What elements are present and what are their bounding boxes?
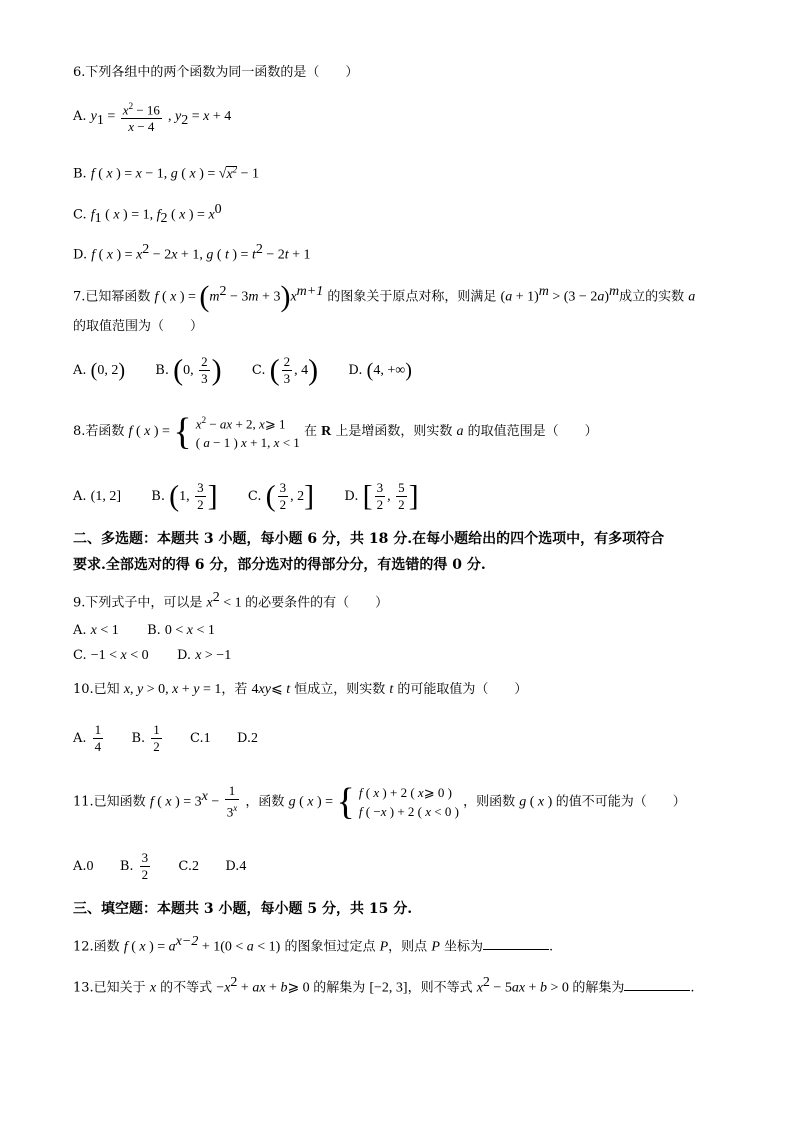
section3-title: 三、填空题：本题共 3 小题，每小题 5 分，共 15 分. <box>73 901 413 917</box>
q6-option-a: A. $y_1$ = $\frac{x^2 - 16}{x - 4}$ , $y_2 = x + 4$ <box>73 98 231 135</box>
q11-option-b: B. $\frac{3}{2}$ <box>119 850 149 882</box>
q10-option-a: A. $\frac{1}{4}$ <box>73 722 102 754</box>
q6-option-d: D. f ( x ) = $x^2 - 2x + 1$, g ( t ) = $t^2 - 2t + 1$ <box>73 242 311 263</box>
q13-stem: 13.已知关于 x 的不等式 $-x^2$ + ax + b⩾ 0 的解集为 [−2, 3]，则不等式 $x^2 - 5ax + b > 0$ 的解集为 . <box>73 975 695 996</box>
q8-stem: 8.若函数 f ( x ) = { $x^2$ − ax + 2, x⩾ 1 ( a − 1 ) x + 1, x < 1 在 R 上是增函数，则实数 a 的取值范围是（ ） <box>73 410 598 453</box>
q13-answer-blank[interactable] <box>624 978 690 991</box>
q10-stem: 10.已知 x, y > 0, x + y = 1，若 4xy⩽ t 恒成立，则实数 t 的可能取值为（ ） <box>73 682 528 697</box>
q8-option-c: C. ( $\frac{3}{2}$ , 2] <box>247 479 315 513</box>
q8-options <box>73 480 419 513</box>
q7-stem-line2: 的取值范围为（ ） <box>73 319 204 334</box>
q8-option-a: A. (1, 2] <box>73 489 121 504</box>
q6-option-b: B. f ( x ) = x − 1, g ( x ) = $√x^2 - 1$ <box>73 164 260 182</box>
q6-option-c: C. $f_1$ ( x ) = 1, $f_2$ ( x ) = $x^0$ <box>73 202 222 226</box>
q6-stem <box>73 64 358 82</box>
q10-option-c: C.1 <box>190 731 211 746</box>
q9-options-row1: A. x < 1 B. 0 < x < 1 <box>73 623 215 638</box>
q7-stem: 7.已知幂函数 f ( x ) = $(m^2 - 3m + 3)x^{m+1}$ 的图象关于原点对称，则满足 $(a + 1)^m > (3 - 2a)^m$成立的实数 a <box>73 279 696 313</box>
q7-option-d: D. (4, +∞) <box>348 359 412 382</box>
q11-option-d: D.4 <box>225 859 247 874</box>
q9-options-row2: C. −1 < x < 0 D. x > −1 <box>73 648 232 663</box>
q6-stem-text: 6.下列各组中的两个函数为同一函数的是（ ） <box>73 65 359 80</box>
q11-stem: 11.已知函数 f ( x ) = $3^x$ − $\frac{1}{3^x}$ ，函数 g ( x ) = { f ( x ) + 2 ( x⩾ 0 ) f ( −x ) + 2 ( x < 0 ) ，则函数 g ( x ) 的值不可能为（ ） <box>73 781 686 823</box>
q8-option-b: B. (1, $\frac{3}{2}$ ] <box>151 479 218 513</box>
q12-answer-blank[interactable] <box>483 937 549 950</box>
q11-option-a: A.0 <box>73 859 94 874</box>
q7-options <box>73 354 412 387</box>
q10-options <box>73 722 258 755</box>
q10-option-d: D.2 <box>236 731 259 746</box>
q7-option-b: B. (0, $\frac{2}{3}$ ) <box>155 353 222 387</box>
q7-option-a: A. (0, 2) <box>73 359 125 382</box>
q10-option-b: B. $\frac{1}{2}$ <box>131 722 160 754</box>
q11-option-c: C.2 <box>178 859 200 874</box>
q11-options <box>73 850 246 883</box>
section2-line2: 要求.全部选对的得 6 分，部分选对的得部分分，有选错的得 0 分. <box>73 557 486 573</box>
q8-option-d: D. [ $\frac{3}{2}$ , $\frac{5}{2}$ ] <box>344 479 419 513</box>
q7-option-c: C. ( $\frac{2}{3}$ , 4) <box>251 353 319 387</box>
q12-stem: 12.函数 f ( x ) = $a^{x-2} + 1(0 < a < 1)$ 的图象恒过定点 P，则点 P 坐标为 . <box>73 934 554 955</box>
section2-line1: 二、多选题：本题共 3 小题，每小题 6 分，共 18 分.在每小题给出的四个选项中，有多项符合 <box>73 531 665 547</box>
q9-stem: 9.下列式子中，可以是 $x^2 < 1$ 的必要条件的有（ ） <box>73 590 389 611</box>
